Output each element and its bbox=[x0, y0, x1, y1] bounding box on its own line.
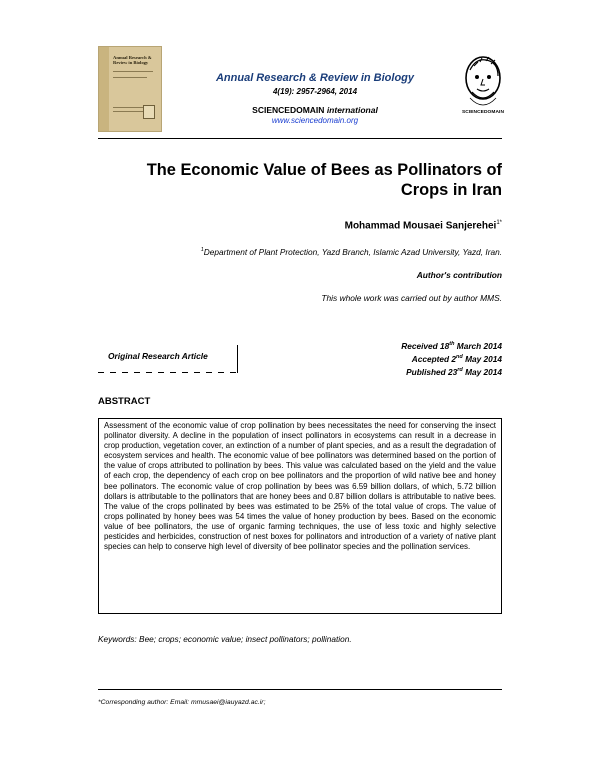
cover-seal bbox=[143, 105, 155, 119]
author-name-text: Mohammad Mousaei Sanjerehei bbox=[344, 220, 497, 232]
publisher-logo-text: SCIENCEDOMAIN bbox=[461, 110, 505, 115]
cover-line bbox=[113, 71, 153, 72]
keywords: Keywords: Bee; crops; economic value; insect pollinators; pollination. bbox=[98, 634, 352, 644]
published-date bbox=[300, 365, 502, 378]
accepted-date-sup: nd bbox=[456, 353, 463, 360]
publication-dates bbox=[300, 339, 502, 377]
paper-title-line: Crops in Iran bbox=[400, 181, 502, 199]
footnote-divider bbox=[98, 689, 502, 690]
cover-band bbox=[99, 47, 109, 131]
received-date-text: Received 18 bbox=[401, 340, 450, 351]
article-type-box bbox=[98, 345, 238, 373]
journal-cover-image bbox=[98, 46, 162, 132]
cover-line bbox=[113, 111, 143, 112]
accepted-date bbox=[300, 352, 502, 365]
publisher-name-suffix: international bbox=[326, 105, 378, 115]
received-date-sup: th bbox=[449, 341, 455, 347]
publisher-name-main: SCIENCEDOMAIN bbox=[252, 105, 325, 115]
corresponding-author-footnote: *Corresponding author: Email: mmusaei@iauyazd.ac.ir; bbox=[98, 699, 266, 706]
abstract-body: Assessment of the economic value of crop pollination by bees necessitates the need for conserving the insect pollinator diversity. A decline in the population of insect pollinators in ecosystems can result in a decrease in crop production, vegetation cover, an extinction of a number of plant species, and as a result the degradation of ecosystem services and health. The economic value of bee pollinators was determined based on the portion of the value of crops attributed to pollination by bees. This value was calculated based on the yield and the value of each crop, the dependency of each crop on bee pollinators and the proportion of wild native bee and honey bee pollinators. The economic value of crop pollination by bees was 6.59 billion dollars, of which, 5.72 billion dollars is attributable to the pollinators that are honey bees and 0.87 billion dollars is attributable to native bees. The value of the crops pollinated by bees was estimated to be 25% of the total value of crops. The value of crops pollinated by honey bees was 54 times the value of honey production by bees. Based on the economic value of bee pollinators, the use of organic farming techniques, the use of less toxic and highly selective pesticides and herbicides, construction of nest boxes for pollinators and introduction of a variety of native plant species can help to conserve high level of diversity of bee pollinator species and the pollination services. bbox=[98, 418, 502, 614]
received-date-month: March 2014 bbox=[454, 340, 502, 351]
abstract-heading: ABSTRACT bbox=[98, 396, 151, 407]
cover-line bbox=[113, 77, 147, 78]
received-date bbox=[300, 339, 502, 352]
article-type-label: Original Research Article bbox=[108, 351, 208, 361]
author-affiliation bbox=[98, 247, 502, 257]
published-date-text: Published 23 bbox=[406, 366, 458, 377]
author-name bbox=[98, 220, 502, 231]
affiliation-superscript: 1 bbox=[200, 247, 204, 254]
cover-title: Annual Research & Review in Biology bbox=[113, 55, 152, 65]
author-superscript: 1* bbox=[496, 220, 502, 226]
accepted-date-month: May 2014 bbox=[462, 353, 502, 364]
published-date-sup: rd bbox=[457, 366, 463, 373]
contribution-text: This whole work was carried out by author MMS. bbox=[321, 293, 502, 303]
header-divider bbox=[98, 138, 502, 139]
publisher-logo-icon bbox=[458, 52, 508, 116]
contribution-heading: Author's contribution bbox=[416, 270, 502, 280]
published-date-month: May 2014 bbox=[462, 366, 502, 377]
publisher-name bbox=[170, 105, 460, 115]
publisher-website-link[interactable]: www.sciencedomain.org bbox=[271, 116, 359, 125]
journal-volume: 4(19): 2957-2964, 2014 bbox=[272, 87, 358, 96]
paper-title bbox=[98, 160, 502, 200]
article-type-dashed-rule bbox=[98, 372, 236, 373]
paper-title-line: The Economic Value of Bees as Pollinators of bbox=[146, 161, 502, 179]
accepted-date-text: Accepted 2 bbox=[411, 353, 457, 364]
affiliation-text: Department of Plant Protection, Yazd Branch, Islamic Azad University, Yazd, Iran. bbox=[203, 247, 502, 257]
journal-title: Annual Research & Review in Biology bbox=[215, 72, 415, 84]
